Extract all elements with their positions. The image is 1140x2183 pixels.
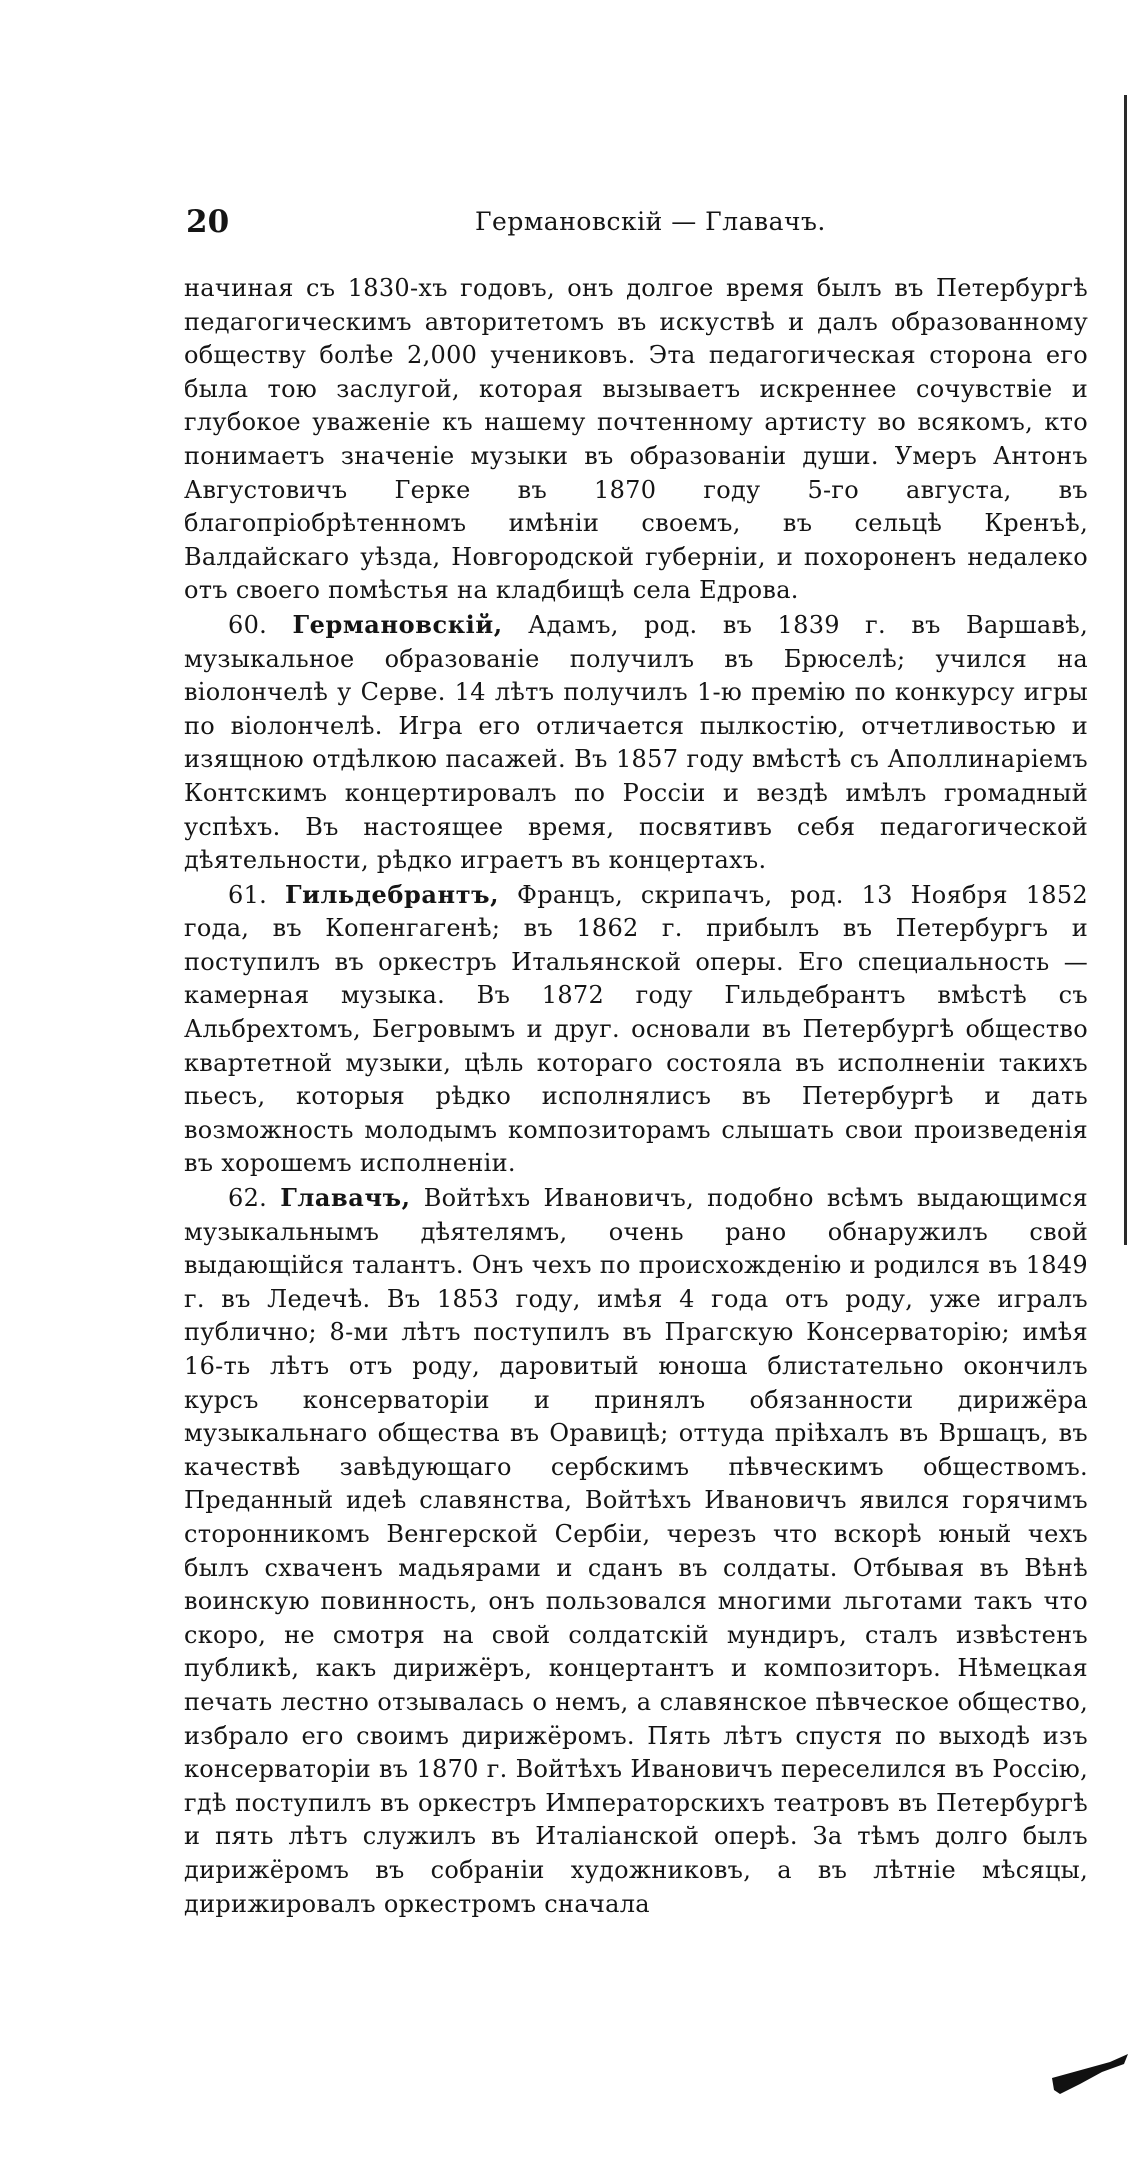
entry-61-number: 61.	[228, 880, 268, 909]
entry-62-text: Войтѣхъ Ивановичъ, подобно всѣмъ выдающимся музыкальнымъ дѣятелямъ, очень рано обнаружилъ свой выдающiйся талантъ. Онъ чехъ по происхожденiю и родился въ 1849 г. въ Ледечѣ. Въ 1853 году, имѣя 4 года отъ роду, уже игралъ публично; 8-ми лѣтъ поступилъ въ Прагскую Консерваторiю; имѣя 16-ть лѣтъ отъ роду, даровитый юноша блистательно окончилъ курсъ консерваторiи и принялъ обязанности дирижёра музыкальнаго общества въ Оравицѣ; оттуда прiѣхалъ въ Вршацъ, въ качествѣ завѣдующаго сербскимъ пѣвческимъ обществомъ. Преданный идеѣ славянства, Войтѣхъ Ивановичъ явился горячимъ сторонникомъ Венгерской Сербiи, черезъ что вскорѣ юный чехъ былъ схваченъ мадьярами и сданъ въ солдаты. Отбывая въ Вѣнѣ воинскую повинность, онъ пользовался многими льготами такъ что скоро, не смотря на свой солдатскiй мундиръ, сталъ извѣстенъ публикѣ, какъ дирижёръ, концертантъ и композиторъ. Нѣмецкая печать лестно отзывалась о немъ, а славянское пѣвческое общество, избрало его своимъ дирижёромъ. Пять лѣтъ спустя по выходѣ изъ консерваторiи въ 1870 г. Войтѣхъ Ивановичъ переселился въ Россiю, гдѣ поступилъ въ оркестръ Императорскихъ театровъ въ Петербургѣ и пять лѣтъ служилъ въ Италiанской оперѣ. За тѣмъ долго былъ дирижёромъ въ собранiи художниковъ, а въ лѣтнiе мѣсяцы, дирижировалъ оркестромъ сначала	[184, 1184, 1088, 1918]
page-edge-line	[1124, 95, 1127, 1245]
entry-60-number: 60.	[228, 610, 268, 639]
entry-60	[184, 608, 1088, 878]
body-text	[184, 272, 1088, 1921]
entry-61-name: Гильдебрантъ,	[284, 879, 500, 909]
entry-62	[184, 1181, 1088, 1921]
entry-60-text: Адамъ, род. въ 1839 г. въ Варшавѣ, музыкальное образованiе получилъ въ Брюселѣ; учился на вiолончелѣ у Серве. 14 лѣтъ получилъ 1-ю премiю по конкурсу игры по вiолончелѣ. Игра его отличается пылкостiю, отчетливостью и изящною отдѣлкою пасажей. Въ 1857 году вмѣстѣ съ Аполлинарiемъ Контскимъ концертировалъ по Россiи и вездѣ имѣлъ громадный успѣхъ. Въ настоящее время, посвятивъ себя педагогической дѣятельности, рѣдко играетъ въ концертахъ.	[184, 610, 1088, 875]
entry-61-text: Францъ, скрипачъ, род. 13 Ноября 1852 года, въ Копенгагенѣ; въ 1862 г. прибылъ въ Петербургъ и поступилъ въ оркестръ Итальянской оперы. Его специальность — камерная музыка. Въ 1872 году Гильдебрантъ вмѣстѣ съ Альбрехтомъ, Бегровымъ и друг. основали въ Петербургѣ общество квартетной музыки, цѣль котораго состояла въ исполненiи такихъ пьесъ, которыя рѣдко исполнялисъ въ Петербургѣ и дать возможность молодымъ композиторамъ слышать свои произведенiя въ хорошемъ исполненiи.	[184, 880, 1088, 1178]
entry-60-name: Германовскiй,	[292, 609, 503, 639]
page-number: 20	[186, 204, 230, 240]
entry-62-name: Главачъ,	[280, 1183, 411, 1213]
running-title: Германовскiй — Главачъ.	[475, 207, 826, 236]
entry-61	[184, 878, 1088, 1181]
paragraph-continuation: начиная съ 1830-хъ годовъ, онъ долгое время былъ въ Петербургѣ педагогическимъ авторитетомъ въ искуствѣ и далъ образованному обществу болѣе 2,000 учениковъ. Эта педагогическая сторона его была тою заслугой, которая вызываетъ искреннее сочувствiе и глубокое уваженiе къ нашему почтенному артисту во всякомъ, кто понимаетъ значенiе музыки въ образованiи души. Умеръ Антонъ Августовичъ Герке въ 1870 году 5-го августа, въ благопрiобрѣтенномъ имѣнiи своемъ, въ сельцѣ Кренъѣ, Валдайскаго уѣзда, Новгородской губернiи, и похороненъ недалеко отъ своего помѣстья на кладбищѣ села Едрова.	[184, 274, 1088, 605]
ink-blot-mark	[1050, 2050, 1130, 2110]
entry-62-number: 62.	[228, 1184, 268, 1213]
